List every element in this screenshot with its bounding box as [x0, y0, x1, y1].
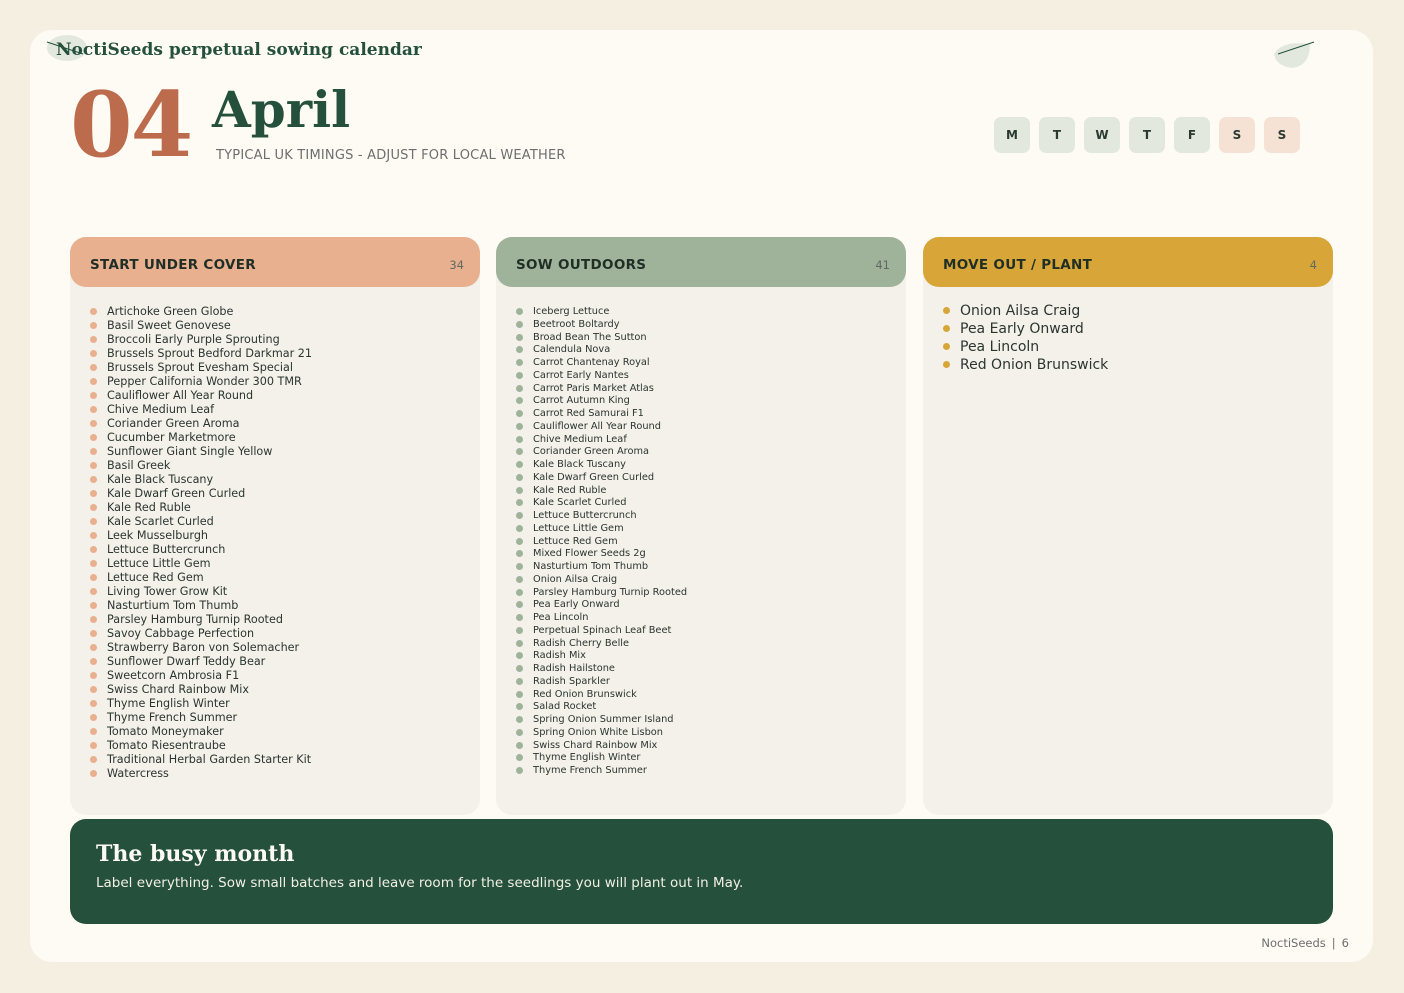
list-item: Carrot Red Samurai F1 — [516, 408, 906, 421]
weekend-chip: S — [1219, 117, 1255, 153]
column-header — [496, 237, 906, 287]
list-item: Nasturtium Tom Thumb — [90, 599, 480, 613]
list-item: Onion Ailsa Craig — [516, 574, 906, 587]
tip-banner — [70, 819, 1333, 924]
list-item: Calendula Nova — [516, 344, 906, 357]
footer-brand: NoctiSeeds — [1261, 936, 1326, 950]
plant-list — [496, 287, 906, 778]
weekday-chip: T — [1129, 117, 1165, 153]
list-item: Lettuce Red Gem — [516, 536, 906, 549]
list-item: Sunflower Dwarf Teddy Bear — [90, 655, 480, 669]
list-item: Perpetual Spinach Leaf Beet — [516, 625, 906, 638]
list-item: Swiss Chard Rainbow Mix — [516, 740, 906, 753]
list-item: Thyme English Winter — [90, 697, 480, 711]
list-item: Pea Lincoln — [516, 612, 906, 625]
list-item: Lettuce Little Gem — [516, 523, 906, 536]
column-title: MOVE OUT / PLANT — [943, 257, 1093, 273]
list-item: Kale Scarlet Curled — [516, 497, 906, 510]
list-item: Parsley Hamburg Turnip Rooted — [90, 613, 480, 627]
list-item: Beetroot Boltardy — [516, 319, 906, 332]
list-item: Lettuce Little Gem — [90, 557, 480, 571]
list-item: Nasturtium Tom Thumb — [516, 561, 906, 574]
list-item: Pea Lincoln — [943, 338, 1333, 356]
list-item: Spring Onion White Lisbon — [516, 727, 906, 740]
column-header — [70, 237, 480, 287]
list-item: Tomato Riesentraube — [90, 739, 480, 753]
list-item: Carrot Chantenay Royal — [516, 357, 906, 370]
list-item: Brussels Sprout Bedford Darkmar 21 — [90, 347, 480, 361]
list-item: Red Onion Brunswick — [516, 689, 906, 702]
list-item: Thyme English Winter — [516, 752, 906, 765]
list-item: Broad Bean The Sutton — [516, 332, 906, 345]
weekend-chip: S — [1264, 117, 1300, 153]
list-item: Sunflower Giant Single Yellow — [90, 445, 480, 459]
month-number: 04 — [70, 72, 192, 178]
column-header — [923, 237, 1333, 287]
list-item: Cauliflower All Year Round — [90, 389, 480, 403]
column-start-under-cover — [70, 237, 480, 815]
brand-title: NoctiSeeds perpetual sowing calendar — [56, 40, 422, 60]
list-item: Cauliflower All Year Round — [516, 421, 906, 434]
weekday-chip: M — [994, 117, 1030, 153]
list-item: Radish Cherry Belle — [516, 638, 906, 651]
list-item: Radish Sparkler — [516, 676, 906, 689]
column-sow-outdoors — [496, 237, 906, 815]
list-item: Lettuce Red Gem — [90, 571, 480, 585]
list-item: Watercress — [90, 767, 480, 781]
list-item: Pepper California Wonder 300 TMR — [90, 375, 480, 389]
list-item: Iceberg Lettuce — [516, 306, 906, 319]
list-item: Lettuce Buttercrunch — [90, 543, 480, 557]
list-item: Onion Ailsa Craig — [943, 302, 1333, 320]
plant-list — [923, 287, 1333, 374]
page-number: 6 — [1341, 936, 1349, 950]
list-item: Kale Dwarf Green Curled — [90, 487, 480, 501]
list-item: Living Tower Grow Kit — [90, 585, 480, 599]
list-item: Kale Black Tuscany — [516, 459, 906, 472]
leaf-icon — [1270, 38, 1318, 70]
list-item: Cucumber Marketmore — [90, 431, 480, 445]
list-item: Salad Rocket — [516, 701, 906, 714]
list-item: Brussels Sprout Evesham Special — [90, 361, 480, 375]
list-item: Swiss Chard Rainbow Mix — [90, 683, 480, 697]
plant-list — [70, 287, 480, 781]
list-item: Spring Onion Summer Island — [516, 714, 906, 727]
column-title: START UNDER COVER — [90, 257, 256, 273]
page-footer — [1261, 936, 1349, 950]
list-item: Carrot Autumn King — [516, 395, 906, 408]
footer-separator: | — [1331, 936, 1336, 950]
list-item: Chive Medium Leaf — [516, 434, 906, 447]
column-count: 41 — [875, 258, 890, 272]
list-item: Parsley Hamburg Turnip Rooted — [516, 587, 906, 600]
list-item: Artichoke Green Globe — [90, 305, 480, 319]
list-item: Traditional Herbal Garden Starter Kit — [90, 753, 480, 767]
column-move-out-plant — [923, 237, 1333, 815]
subtitle: TYPICAL UK TIMINGS - ADJUST FOR LOCAL WEATHER — [216, 148, 566, 163]
list-item: Basil Sweet Genovese — [90, 319, 480, 333]
list-item: Coriander Green Aroma — [90, 417, 480, 431]
column-count: 4 — [1309, 258, 1317, 272]
list-item: Thyme French Summer — [516, 765, 906, 778]
list-item: Tomato Moneymaker — [90, 725, 480, 739]
weekday-chip: F — [1174, 117, 1210, 153]
weekday-strip — [994, 117, 1300, 153]
column-count: 34 — [449, 258, 464, 272]
list-item: Kale Red Ruble — [516, 485, 906, 498]
weekday-chip: W — [1084, 117, 1120, 153]
calendar-page — [30, 30, 1373, 962]
list-item: Strawberry Baron von Solemacher — [90, 641, 480, 655]
column-title: SOW OUTDOORS — [516, 257, 647, 273]
list-item: Basil Greek — [90, 459, 480, 473]
banner-text: Label everything. Sow small batches and leave room for the seedlings you will plant out in May. — [96, 875, 744, 891]
list-item: Mixed Flower Seeds 2g — [516, 548, 906, 561]
list-item: Carrot Early Nantes — [516, 370, 906, 383]
list-item: Coriander Green Aroma — [516, 446, 906, 459]
list-item: Kale Dwarf Green Curled — [516, 472, 906, 485]
weekday-chip: T — [1039, 117, 1075, 153]
list-item: Kale Black Tuscany — [90, 473, 480, 487]
banner-title: The busy month — [96, 841, 295, 867]
list-item: Leek Musselburgh — [90, 529, 480, 543]
list-item: Radish Hailstone — [516, 663, 906, 676]
list-item: Pea Early Onward — [516, 599, 906, 612]
list-item: Red Onion Brunswick — [943, 356, 1333, 374]
list-item: Radish Mix — [516, 650, 906, 663]
list-item: Chive Medium Leaf — [90, 403, 480, 417]
list-item: Kale Red Ruble — [90, 501, 480, 515]
list-item: Carrot Paris Market Atlas — [516, 383, 906, 396]
list-item: Thyme French Summer — [90, 711, 480, 725]
list-item: Broccoli Early Purple Sprouting — [90, 333, 480, 347]
list-item: Sweetcorn Ambrosia F1 — [90, 669, 480, 683]
list-item: Lettuce Buttercrunch — [516, 510, 906, 523]
month-name: April — [212, 80, 351, 139]
list-item: Pea Early Onward — [943, 320, 1333, 338]
list-item: Savoy Cabbage Perfection — [90, 627, 480, 641]
list-item: Kale Scarlet Curled — [90, 515, 480, 529]
